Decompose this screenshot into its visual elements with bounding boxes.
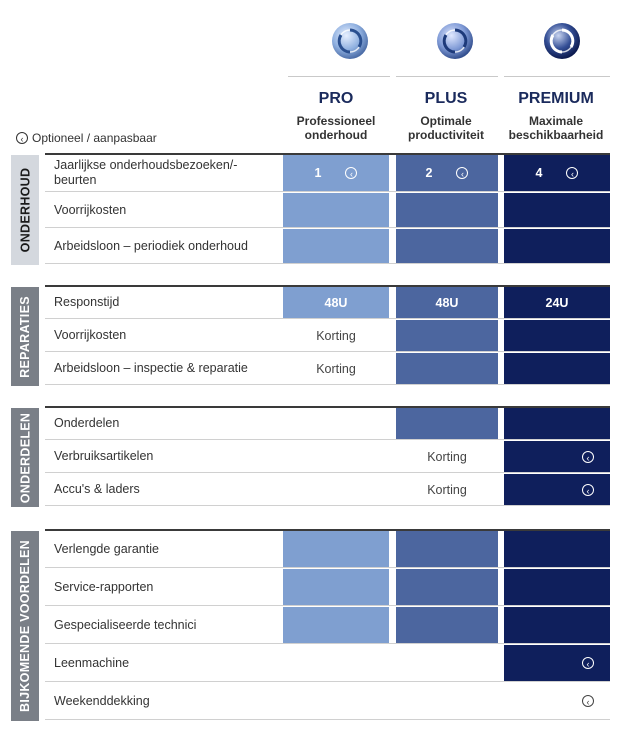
optional-icon: ‹	[582, 695, 594, 707]
cell-plus	[396, 229, 498, 263]
row-divider	[45, 719, 610, 720]
feature-label	[54, 416, 119, 431]
row-divider	[45, 439, 610, 440]
feature-text: Responstijd	[54, 295, 120, 309]
pro-logo-icon	[331, 22, 369, 60]
row-divider	[45, 505, 610, 506]
cell-plus	[396, 193, 498, 227]
row-divider	[45, 191, 610, 192]
cell-pro	[283, 353, 389, 384]
legend	[16, 131, 157, 145]
feature-label	[54, 694, 150, 709]
plan-name-plus: PLUS	[424, 90, 468, 107]
plus-header-divider	[396, 76, 498, 77]
feature-label	[54, 203, 126, 218]
feature-label	[54, 656, 129, 671]
plan-subtitle-line: Professioneel	[296, 114, 376, 128]
optional-icon: ‹	[582, 657, 594, 669]
cell-plus	[396, 353, 498, 384]
feature-text: Jaarlijkse onderhoudsbezoeken/-	[54, 158, 238, 172]
section-label-bijkomende-voordelen	[11, 531, 39, 721]
feature-label	[54, 158, 237, 188]
plan-subtitle-pro	[279, 114, 393, 142]
feature-text: Service-rapporten	[54, 579, 154, 594]
cell-premium	[504, 607, 610, 643]
plan-subtitle-premium	[499, 114, 613, 142]
cell-plus	[396, 408, 498, 439]
cell-plus	[396, 287, 498, 318]
feature-text: Voorrijkosten	[54, 202, 127, 217]
section-label-onderhoud	[11, 155, 39, 265]
feature-text: Verlengde garantie	[54, 541, 159, 556]
optional-icon: ‹	[16, 132, 28, 144]
cell-premium	[504, 531, 610, 567]
cell-pro	[283, 645, 389, 681]
premium-header-divider	[504, 76, 610, 77]
plan-subtitle-line: Optimale	[420, 114, 472, 128]
cell-premium	[504, 193, 610, 227]
cell-plus	[396, 320, 498, 351]
section-label-text: ONDERDELEN	[18, 412, 33, 503]
cell-premium	[504, 474, 610, 505]
cell-value: Korting	[427, 482, 467, 497]
pro-header-divider	[288, 76, 390, 77]
section-label-text: BIJKOMENDE VOORDELEN	[18, 540, 32, 712]
section-label-onderdelen	[11, 408, 39, 507]
optional-icon: ‹	[582, 451, 594, 463]
feature-label	[54, 542, 159, 557]
cell-value: 48U	[324, 295, 348, 310]
cell-value: 24U	[545, 295, 569, 310]
cell-pro	[283, 287, 389, 318]
cell-pro	[283, 229, 389, 263]
optional-icon: ‹	[582, 484, 594, 496]
cell-premium	[504, 441, 610, 472]
feature-text: Arbeidsloon – inspectie & reparatie	[54, 361, 248, 375]
section-label-text: ONDERHOUD	[18, 167, 32, 253]
feature-label	[54, 580, 153, 595]
feature-label	[54, 618, 196, 633]
cell-premium	[504, 353, 610, 384]
feature-label	[54, 295, 119, 310]
cell-plus	[396, 569, 498, 605]
cell-premium	[504, 155, 610, 191]
feature-text: Verbruiksartikelen	[54, 449, 154, 463]
optional-icon: ‹	[566, 167, 578, 179]
row-divider	[45, 643, 610, 644]
cell-pro	[283, 193, 389, 227]
cell-plus	[396, 155, 498, 191]
row-divider	[45, 567, 610, 568]
cell-pro	[283, 607, 389, 643]
premium-logo-icon	[543, 22, 581, 60]
cell-value: Korting	[427, 449, 467, 464]
cell-plus	[396, 441, 498, 472]
cell-pro	[283, 408, 389, 439]
feature-text: Accu's & laders	[54, 482, 140, 496]
row-divider	[45, 263, 610, 264]
section-label-text: REPARATIES	[18, 295, 32, 378]
plan-name-premium: PREMIUM	[518, 90, 594, 107]
row-divider	[45, 227, 610, 228]
cell-premium	[504, 645, 610, 681]
cell-plus	[396, 645, 498, 681]
cell-premium	[504, 229, 610, 263]
feature-text: Gespecialiseerde technici	[54, 617, 197, 632]
plan-subtitle-line: productiviteit	[407, 128, 484, 142]
feature-text: Leenmachine	[54, 655, 130, 670]
feature-text: Arbeidsloon – periodiek onderhoud	[54, 238, 248, 253]
cell-value: 1	[314, 166, 322, 180]
cell-value: Korting	[316, 361, 356, 376]
cell-pro	[283, 155, 389, 191]
cell-pro	[283, 683, 389, 719]
cell-pro	[283, 441, 389, 472]
legend-text: Optioneel / aanpasbaar	[32, 131, 157, 145]
cell-pro	[283, 531, 389, 567]
feature-text: Voorrijkosten	[54, 328, 127, 342]
cell-plus	[396, 474, 498, 505]
cell-plus	[396, 531, 498, 567]
optional-icon: ‹	[345, 167, 357, 179]
row-divider	[45, 472, 610, 473]
section-label-reparaties	[11, 287, 39, 386]
feature-text: beurten	[54, 173, 97, 187]
plan-subtitle-plus	[389, 114, 503, 142]
feature-text: Weekenddekking	[54, 693, 150, 708]
row-divider	[45, 351, 610, 352]
feature-label	[54, 361, 248, 376]
cell-premium	[504, 408, 610, 439]
cell-pro	[283, 474, 389, 505]
cell-pro	[283, 569, 389, 605]
row-divider	[45, 318, 610, 319]
plan-subtitle-line: beschikbaarheid	[508, 128, 604, 142]
optional-icon: ‹	[456, 167, 468, 179]
cell-plus	[396, 683, 498, 719]
feature-label	[54, 239, 248, 254]
feature-label	[54, 482, 140, 497]
cell-premium	[504, 683, 610, 719]
feature-text: Onderdelen	[54, 416, 120, 430]
row-divider	[45, 384, 610, 385]
cell-plus	[396, 607, 498, 643]
plus-logo-icon	[436, 22, 474, 60]
cell-premium	[504, 287, 610, 318]
plan-name-pro: PRO	[318, 90, 354, 107]
cell-value: Korting	[316, 328, 356, 343]
cell-premium	[504, 569, 610, 605]
plan-subtitle-line: Maximale	[528, 114, 584, 128]
plan-subtitle-line: onderhoud	[304, 128, 368, 142]
row-divider	[45, 681, 610, 682]
cell-value: 4	[535, 166, 543, 180]
row-divider	[45, 605, 610, 606]
feature-label	[54, 328, 126, 343]
cell-value: 2	[425, 166, 433, 180]
cell-pro	[283, 320, 389, 351]
cell-value: 48U	[435, 295, 459, 310]
feature-label	[54, 449, 153, 464]
cell-premium	[504, 320, 610, 351]
